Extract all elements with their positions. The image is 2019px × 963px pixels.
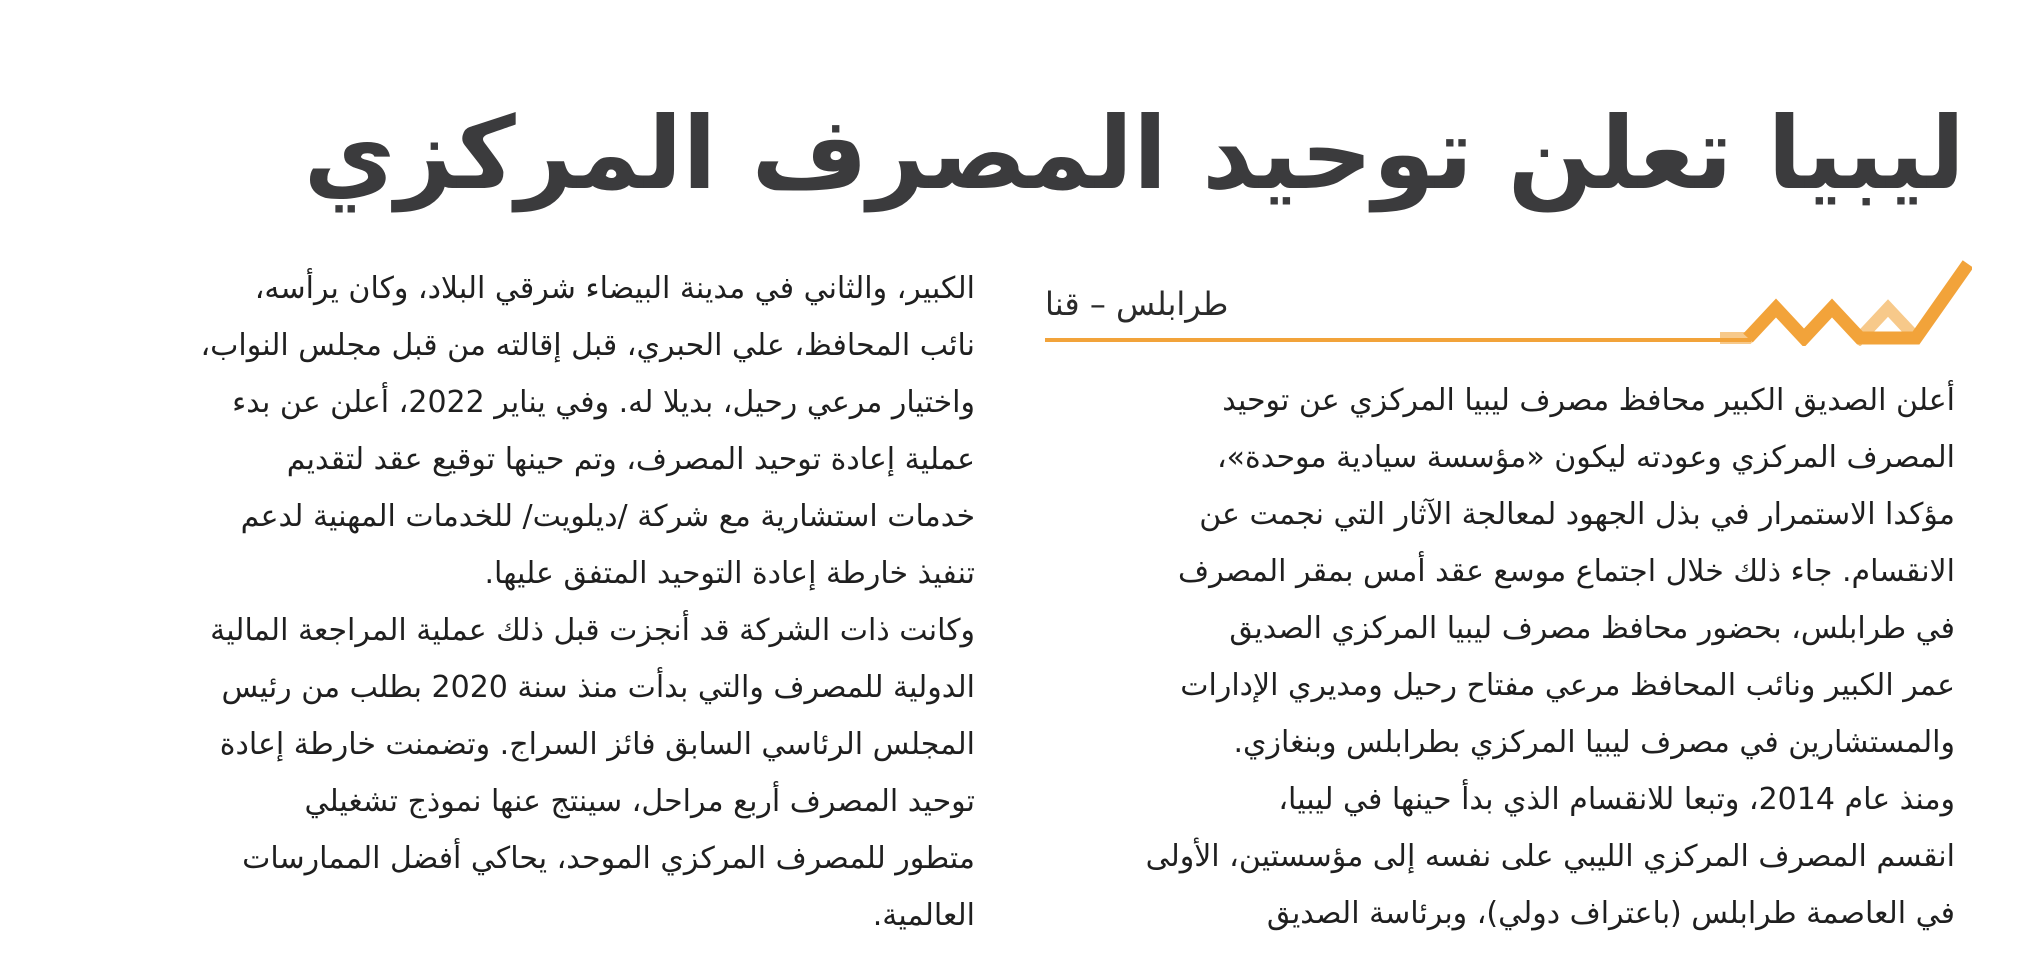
byline: طرابلس – قنا	[1045, 285, 1229, 323]
body-line: الدولية للمصرف والتي بدأت منذ سنة 2020 بطلب من رئيس	[221, 670, 975, 705]
body-line: عمر الكبير ونائب المحافظ مرعي مفتاح رحيل ومديري الإدارات	[1180, 668, 1955, 703]
body-line: ومنذ عام 2014، وتبعا للانقسام الذي بدأ حينها في ليبيا،	[1278, 782, 1955, 817]
zigzag-logo-icon	[1720, 254, 1972, 346]
body-line: في العاصمة طرابلس (باعتراف دولي)، وبرئاسة الصديق	[1266, 896, 1955, 931]
body-line: المجلس الرئاسي السابق فائز السراج. وتضمنت خارطة إعادة	[219, 727, 975, 762]
body-line: المصرف المركزي وعودته ليكون «مؤسسة سيادية موحدة»،	[1216, 440, 1955, 475]
body-line: والمستشارين في مصرف ليبيا المركزي بطرابلس وبنغازي.	[1233, 725, 1955, 760]
body-line: الانقسام. جاء ذلك خلال اجتماع موسع عقد أمس بمقر المصرف	[1178, 554, 1955, 589]
body-line: متطور للمصرف المركزي الموحد، يحاكي أفضل الممارسات	[242, 841, 975, 876]
body-line: نائب المحافظ، علي الحبري، قبل إقالته من قبل مجلس النواب،	[200, 328, 975, 363]
body-line: الكبير، والثاني في مدينة البيضاء شرقي البلاد، وكان يرأسه،	[254, 271, 975, 306]
body-line: خدمات استشارية مع شركة /ديلويت/ للخدمات المهنية لدعم	[240, 499, 975, 534]
body-line: عملية إعادة توحيد المصرف، وتم حينها توقيع عقد لتقديم	[286, 442, 975, 477]
article-column-left	[60, 260, 975, 944]
body-line: واختيار مرعي رحيل، بديلا له. وفي يناير 2022، أعلن عن بدء	[232, 385, 975, 420]
body-line: أعلن الصديق الكبير محافظ مصرف ليبيا المركزي عن توحيد	[1222, 383, 1955, 418]
body-line: العالمية.	[872, 898, 975, 933]
body-line: انقسم المصرف المركزي الليبي على نفسه إلى مؤسستين، الأولى	[1145, 839, 1955, 874]
article-column-right	[1045, 372, 1955, 942]
body-line: توحيد المصرف أربع مراحل، سينتج عنها نموذج تشغيلي	[304, 784, 975, 819]
body-line: في طرابلس، بحضور محافظ مصرف ليبيا المركزي الصديق	[1229, 611, 1955, 646]
body-line: وكانت ذات الشركة قد أنجزت قبل ذلك عملية المراجعة المالية	[210, 613, 975, 648]
headline: ليبيا تعلن توحيد المصرف المركزي	[303, 95, 1965, 212]
body-line: تنفيذ خارطة إعادة التوحيد المتفق عليها.	[484, 556, 975, 591]
body-line: مؤكدا الاستمرار في بذل الجهود لمعالجة الآثار التي نجمت عن	[1199, 497, 1955, 532]
byline-divider	[1045, 338, 1751, 342]
